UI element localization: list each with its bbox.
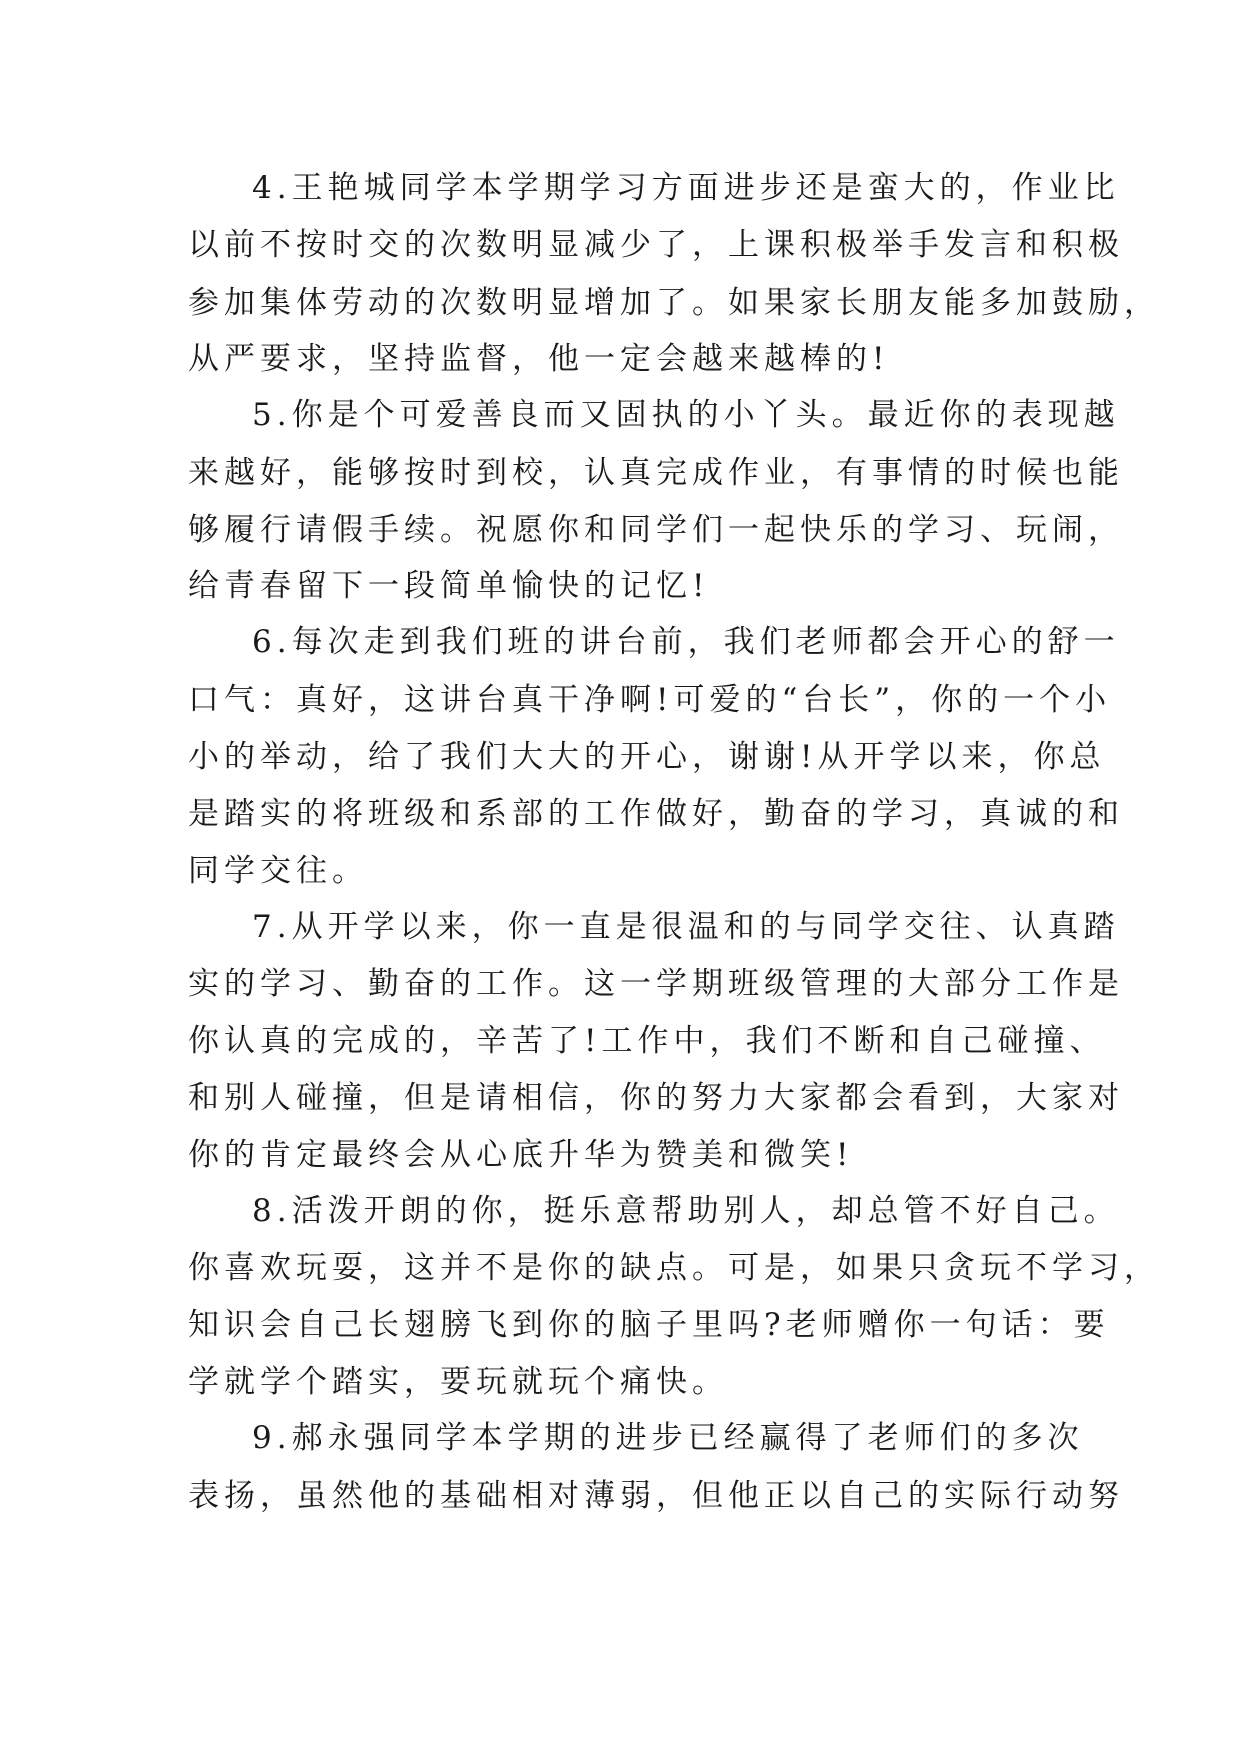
paragraph-line: 知识会自己长翅膀飞到你的脑子里吗?老师赠你一句话：要 [188,1307,1110,1343]
paragraph-line: 实的学习、勤奋的工作。这一学期班级管理的大部分工作是 [188,966,1124,1002]
paragraph-line: 是踏实的将班级和系部的工作做好，勤奋的学习，真诚的和 [188,796,1124,832]
paragraph-line: 6.每次走到我们班的讲台前，我们老师都会开心的舒一 [252,624,1120,660]
paragraph-line: 够履行请假手续。祝愿你和同学们一起快乐的学习、玩闹， [188,512,1124,548]
paragraph-line: 同学交往。 [188,853,368,889]
paragraph-line: 参加集体劳动的次数明显增加了。如果家长朋友能多加鼓励， [188,285,1160,321]
paragraph-line: 你认真的完成的，辛苦了!工作中，我们不断和自己碰撞、 [188,1023,1106,1059]
paragraph-line: 给青春留下一段简单愉快的记忆! [188,568,710,604]
paragraph-line: 8.活泼开朗的你，挺乐意帮助别人，却总管不好自己。 [252,1193,1120,1229]
paragraph-line: 学就学个踏实，要玩就玩个痛快。 [188,1364,728,1400]
paragraph-line: 4.王艳城同学本学期学习方面进步还是蛮大的，作业比 [252,170,1120,206]
paragraph-line: 5.你是个可爱善良而又固执的小丫头。最近你的表现越 [252,397,1120,433]
paragraph-line: 来越好，能够按时到校，认真完成作业，有事情的时候也能 [188,455,1124,491]
paragraph-line: 小的举动，给了我们大大的开心，谢谢!从开学以来，你总 [188,739,1106,775]
paragraph-line: 你的肯定最终会从心底升华为赞美和微笑! [188,1137,854,1173]
paragraph-line: 以前不按时交的次数明显减少了，上课积极举手发言和积极 [188,227,1124,263]
paragraph-line: 你喜欢玩耍，这并不是你的缺点。可是，如果只贪玩不学习， [188,1250,1160,1286]
paragraph-line: 口气：真好，这讲台真干净啊!可爱的“台长”，你的一个小 [188,682,1112,718]
paragraph-line: 从严要求，坚持监督，他一定会越来越棒的! [188,341,890,377]
paragraph-line: 9.郝永强同学本学期的进步已经赢得了老师们的多次 [252,1420,1084,1456]
paragraph-line: 表扬，虽然他的基础相对薄弱，但他正以自己的实际行动努 [188,1478,1124,1514]
paragraph-line: 和别人碰撞，但是请相信，你的努力大家都会看到，大家对 [188,1080,1124,1116]
paragraph-line: 7.从开学以来，你一直是很温和的与同学交往、认真踏 [252,909,1120,945]
